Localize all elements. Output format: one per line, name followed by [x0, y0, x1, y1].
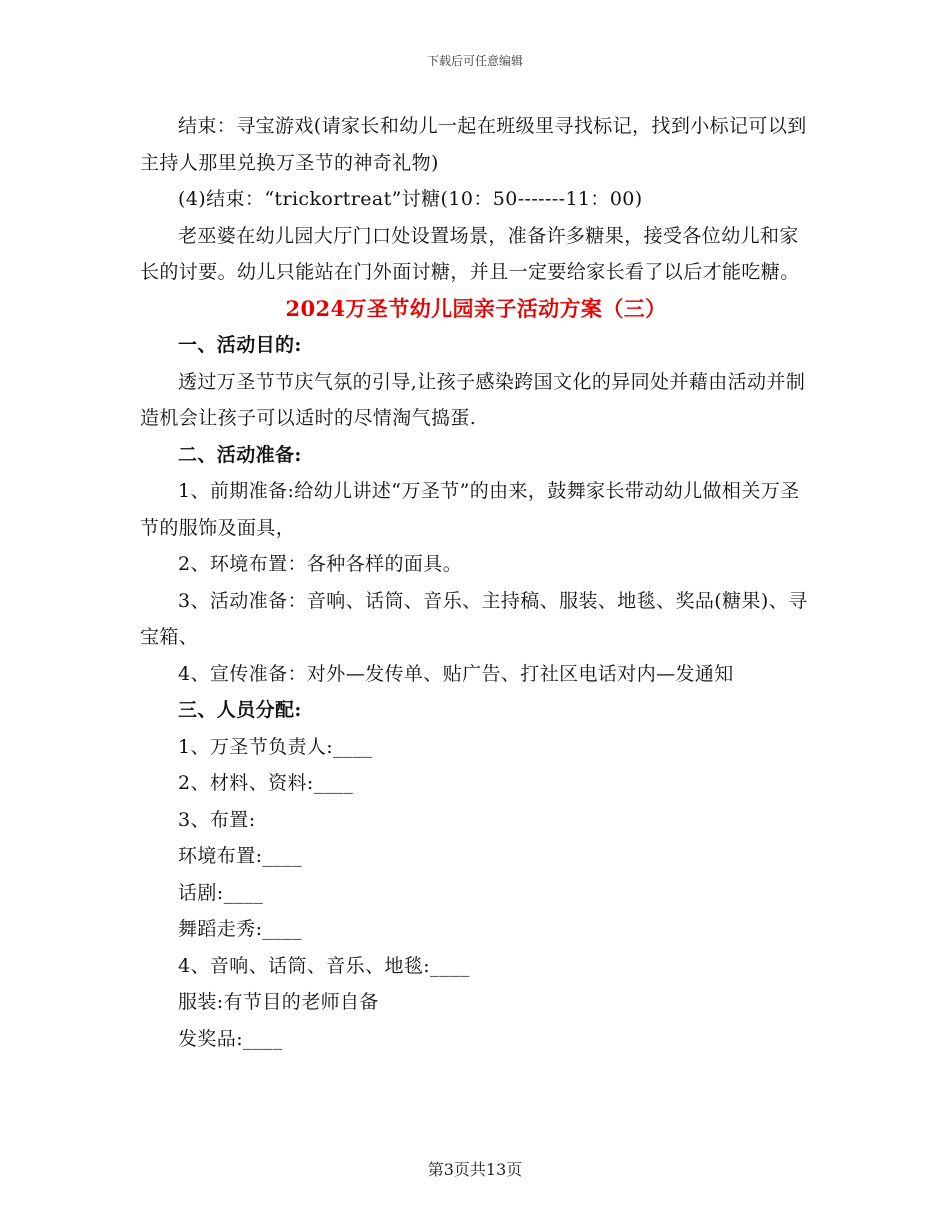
prep-item-4: 4、宣传准备：对外—发传单、贴广告、打社区电话对内—发通知	[178, 662, 734, 685]
paragraph-purpose: 透过万圣节节庆气氛的引导,让孩子感染跨国文化的异同处并藉由活动并制造机会让孩子可以适时的尽情淘气捣蛋.	[140, 370, 806, 429]
heading-staff-allocation: 三、人员分配:	[178, 699, 302, 721]
prep-item-2: 2、环境布置：各种各样的面具。	[178, 553, 463, 575]
staff-sub-dance: 舞蹈走秀:____	[178, 918, 303, 940]
heading-activity-preparation: 二、活动准备:	[178, 443, 302, 466]
paragraph-trick-or-treat: (4)结束：“trickortreat”讨糖(10：50-------11：00)	[178, 188, 643, 210]
section-title: 2024万圣节幼儿园亲子活动方案（三）	[285, 295, 667, 321]
heading-activity-purpose: 一、活动目的:	[178, 334, 302, 356]
staff-item-2: 2、材料、资料:____	[178, 772, 354, 794]
staff-sub-drama: 话剧:____	[178, 881, 264, 904]
page-header: 下载后可任意编辑	[426, 54, 523, 68]
page-footer: 第3页共13页	[427, 1160, 523, 1179]
paragraph-treasure-hunt: 结束：寻宝游戏(请家长和幼儿一起在班级里寻找标记，找到小标记可以到主持人那里兑换万圣节的神奇礼物)	[140, 115, 807, 174]
prep-item-1: 1、前期准备:给幼儿讲述“万圣节”的由来，鼓舞家长带动幼儿做相关万圣节的服饰及面具，	[140, 480, 800, 539]
staff-item-4: 4、音响、话筒、音乐、地毯:____	[178, 954, 470, 977]
document-body	[140, 108, 812, 1057]
staff-item-1: 1、万圣节负责人:____	[178, 735, 373, 758]
prep-item-3: 3、活动准备：音响、话筒、音乐、主持稿、服装、地毯、奖品(糖果)、寻宝箱、	[140, 589, 808, 648]
staff-sub-costume: 服装:有节目的老师自备	[178, 991, 379, 1013]
staff-sub-environment: 环境布置:____	[178, 845, 303, 867]
paragraph-witch-scene: 老巫婆在幼儿园大厅门口处设置场景，准备许多糖果，接受各位幼儿和家长的讨要。幼儿只能站在门外面讨糖，并且一定要给家长看了以后才能吃糖。	[140, 224, 800, 283]
staff-sub-prizes: 发奖品:____	[178, 1027, 283, 1050]
staff-item-3: 3、布置:	[178, 808, 256, 831]
